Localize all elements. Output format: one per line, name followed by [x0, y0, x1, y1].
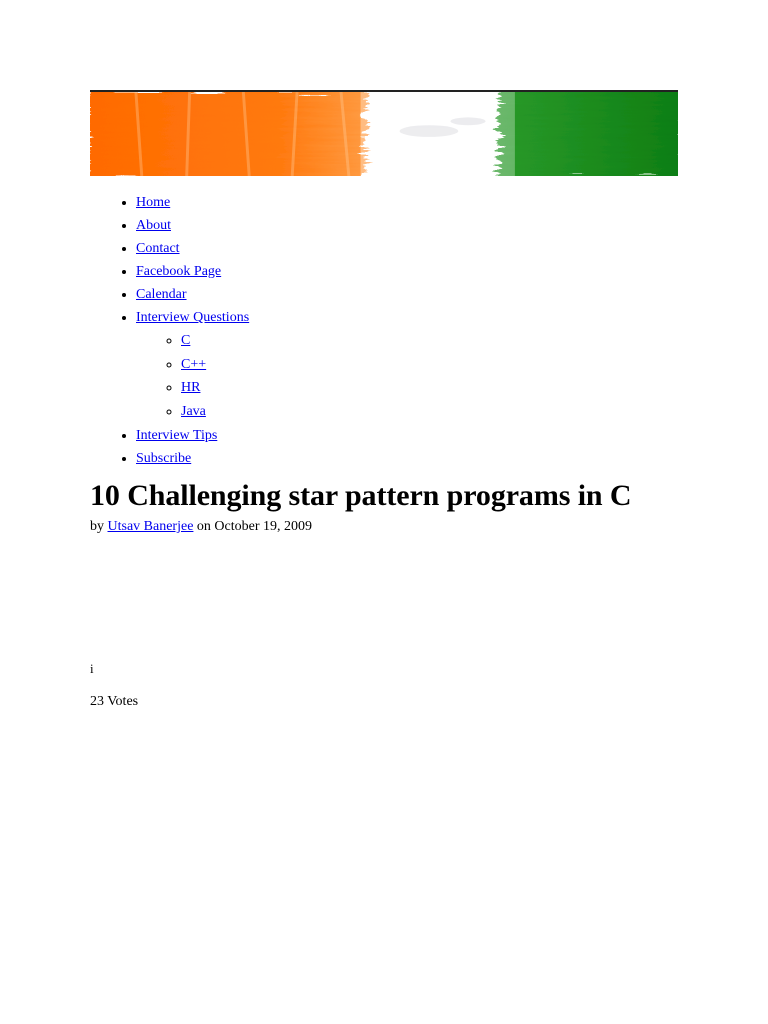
nav-item-home	[136, 191, 678, 214]
nav-link-calendar[interactable]: Calendar	[136, 287, 187, 302]
subnav-link-hr[interactable]: HR	[181, 380, 201, 396]
nav-item-interview-tips	[136, 424, 678, 447]
subnav-item-java	[181, 400, 678, 424]
author-link[interactable]: Utsav Banerjee	[107, 518, 194, 534]
page	[90, 90, 678, 711]
byline-by-text: by	[90, 518, 108, 534]
nav-item-contact	[136, 237, 678, 260]
nav-item-calendar	[136, 283, 678, 306]
nav-link-interview-tips[interactable]: Interview Tips	[136, 427, 218, 443]
subnav-link-c[interactable]: C	[181, 333, 191, 348]
nav-link-facebook-page[interactable]: Facebook Page	[136, 264, 222, 279]
post-date: October 19, 2009	[214, 518, 313, 534]
subnav-link-java[interactable]: Java	[181, 404, 206, 420]
nav-link-home[interactable]: Home	[136, 195, 171, 210]
header-banner-image	[90, 90, 678, 176]
nav-item-facebook-page	[136, 260, 678, 283]
subnav-link-cpp[interactable]: C++	[181, 356, 207, 372]
subnav-item-c	[181, 329, 678, 353]
nav-link-subscribe[interactable]: Subscribe	[136, 450, 192, 466]
vote-count: 23 Votes	[90, 693, 139, 709]
main-nav	[90, 191, 678, 470]
post-byline	[90, 518, 678, 536]
nav-link-contact[interactable]: Contact	[136, 241, 180, 256]
byline-on-text: on	[193, 518, 215, 534]
post-title: 10 Challenging star pattern programs in C	[90, 478, 632, 512]
nav-item-about	[136, 214, 678, 237]
nav-link-interview-questions[interactable]: Interview Questions	[136, 310, 250, 325]
nav-link-about[interactable]: About	[136, 218, 171, 233]
subnav-item-hr	[181, 376, 678, 400]
nav-item-interview-questions	[136, 306, 678, 424]
subnav-item-cpp	[181, 353, 678, 377]
interview-questions-submenu	[136, 329, 678, 424]
nav-item-subscribe	[136, 447, 678, 470]
rating-info-icon[interactable]: i	[90, 660, 94, 676]
